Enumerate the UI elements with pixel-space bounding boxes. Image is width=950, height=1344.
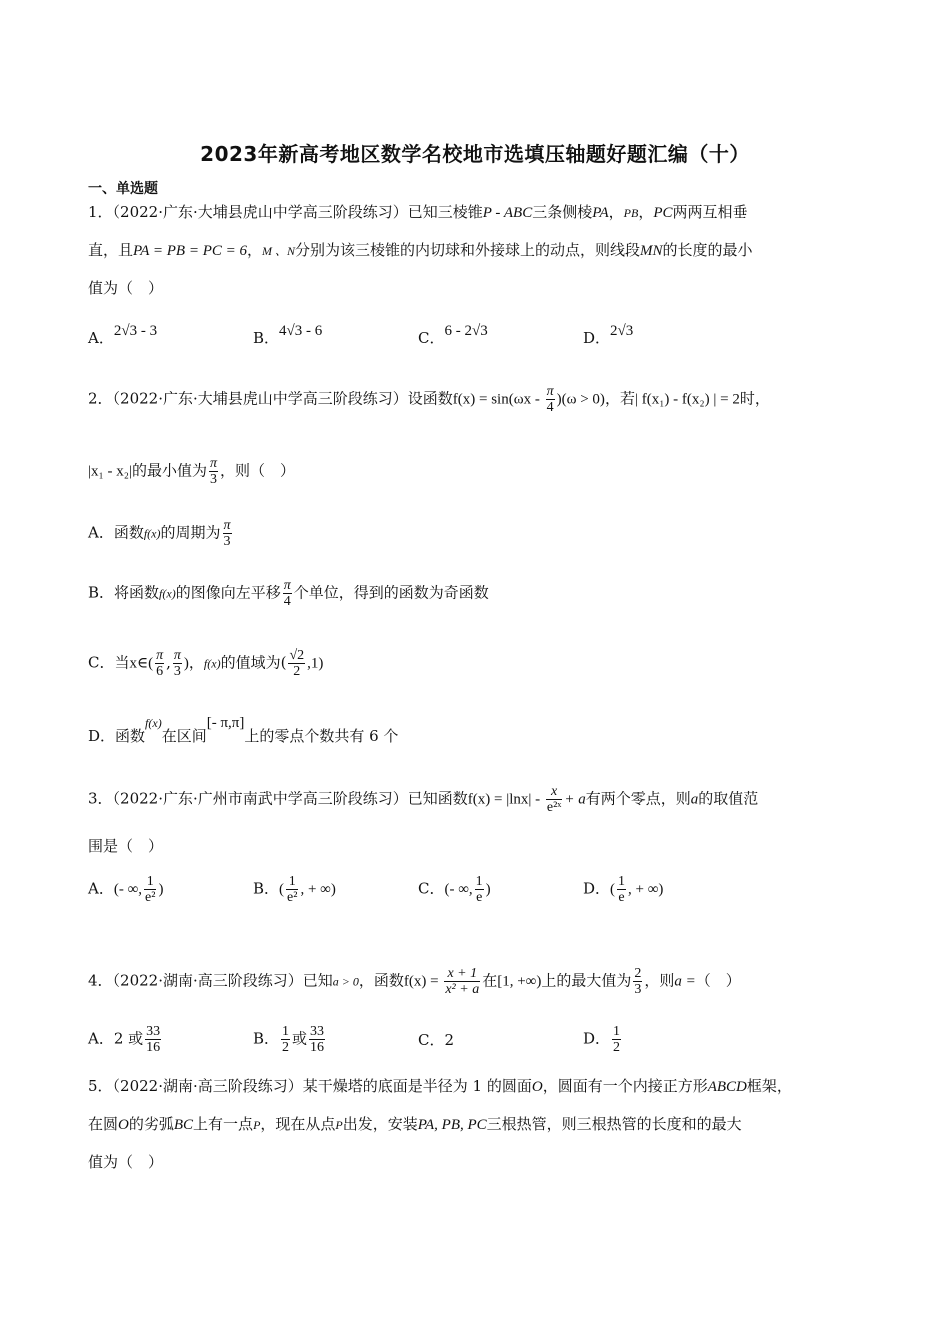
q2-opt-c-lower: $\frac{\pi}{6}$ bbox=[156, 648, 164, 679]
q2-line2 bbox=[88, 456, 295, 487]
q4-line1 bbox=[88, 966, 741, 997]
q5-text-g: ，现在从点 bbox=[260, 1115, 336, 1133]
q5-line3: 值为（ ） bbox=[88, 1153, 164, 1171]
option-fraction-b: $\frac{33}{16}$ bbox=[310, 1024, 325, 1055]
q1-line1: 1．（2022·广东·大埔县虎山中学高三阶段练习）已知三棱锥P - ABC三条侧棱PA，PB，PC两两互相垂 bbox=[88, 203, 748, 221]
option-label: B． bbox=[253, 1029, 280, 1048]
q2-text-c: 时， bbox=[739, 389, 770, 408]
q4-text-b: ，函数 bbox=[358, 971, 404, 990]
q4-option-c[interactable]: C．2 bbox=[418, 1031, 455, 1049]
q5-pipes: PA, PB, PC bbox=[417, 1117, 487, 1133]
q2-opt-c-x: x∈( bbox=[129, 655, 154, 672]
q5-text-h: 出发，安装 bbox=[342, 1115, 418, 1133]
option-label: A． bbox=[88, 879, 114, 898]
section-heading: 一、单选题 bbox=[88, 181, 158, 197]
q3-plus-a: + a bbox=[564, 791, 586, 808]
q2-option-b[interactable] bbox=[88, 578, 489, 609]
q4-function: f(x) = bbox=[403, 973, 443, 990]
q5-o: O bbox=[531, 1079, 543, 1095]
q5-text-c: 框架， bbox=[746, 1077, 792, 1095]
q4-option-a[interactable] bbox=[88, 1024, 163, 1055]
q2-pi-over-3: $\frac{\pi}{3}$ bbox=[209, 456, 217, 487]
q5-line2 bbox=[88, 1114, 742, 1135]
q3-line1 bbox=[88, 784, 758, 815]
q2-opt-c-upper: $\frac{\pi}{3}$ bbox=[173, 648, 181, 679]
option-text: 2 或 bbox=[113, 1029, 144, 1048]
option-value: 4√3 - 6 bbox=[279, 323, 323, 339]
q2-opt-b-shift: $\frac{\pi}{4}$ bbox=[283, 578, 291, 609]
q1-comma: ， bbox=[247, 241, 263, 259]
q2-opt-b-fx: f(x) bbox=[159, 586, 176, 601]
option-label: B． bbox=[253, 879, 280, 898]
q2-opt-a-text: A．函数 bbox=[88, 523, 144, 542]
option-fraction: $\frac{33}{16}$ bbox=[146, 1024, 161, 1055]
q2-opt-d-text-c: 上的零点个数共有 6 个 bbox=[244, 727, 399, 745]
option-label: B． bbox=[253, 329, 280, 347]
q1-mn: M 、N bbox=[262, 244, 296, 258]
option-label: C． bbox=[418, 329, 445, 347]
q1-mn-segment: MN bbox=[640, 243, 663, 259]
q2-pi-over-4: $\frac{\pi}{4}$ bbox=[546, 384, 554, 415]
option-left: (- ∞, bbox=[113, 881, 143, 898]
option-value: 2√3 bbox=[610, 323, 634, 339]
q1-pc: PC bbox=[653, 205, 673, 221]
q3-text-b: 有两个零点，则 bbox=[585, 789, 691, 808]
q2-opt-c-range-end: ,1) bbox=[307, 655, 324, 672]
q4-interval: [1, +∞) bbox=[497, 973, 542, 990]
q5-p: P bbox=[253, 1118, 261, 1132]
q2-text-e: ，则（ ） bbox=[220, 461, 296, 480]
q2-opt-d-interval: [- π,π] bbox=[206, 715, 245, 731]
q1-option-c[interactable] bbox=[418, 320, 488, 347]
q1-text-e: 分别为该三棱锥的内切球和外接球上的动点，则线段 bbox=[295, 241, 641, 259]
q5-text-i: 三根热管，则三根热管的长度和的最大 bbox=[486, 1115, 742, 1133]
q1-pb: PB bbox=[623, 206, 639, 220]
q1-line2 bbox=[88, 240, 753, 261]
q1-option-a[interactable] bbox=[88, 320, 158, 347]
option-label: C． bbox=[418, 879, 445, 898]
q2-option-c[interactable]: C．当x∈( $\frac{\pi}{6}$ , $\frac{\pi}{3}$ )，f(x)的值域为( $\frac{√2}{2}$ ,1) bbox=[88, 648, 324, 679]
q3-text-a: 3．（2022·广东·广州市南武中学高三阶段练习）已知函数 bbox=[88, 789, 468, 808]
q5-p2: P bbox=[335, 1118, 343, 1132]
q4-option-b[interactable] bbox=[253, 1024, 327, 1055]
q4-text-d: 上的最大值为 bbox=[541, 971, 632, 990]
q4-text-f: （ ） bbox=[695, 971, 741, 990]
q3-option-b[interactable] bbox=[253, 874, 336, 905]
option-value: 6 - 2√3 bbox=[444, 323, 488, 339]
q2-line1 bbox=[88, 384, 770, 415]
q2-opt-c-fx: f(x) bbox=[203, 656, 221, 671]
q3-line2: 围是（ ） bbox=[88, 837, 164, 855]
q2-function-end: )(ω > 0) bbox=[556, 391, 605, 408]
q5-bc: BC bbox=[173, 1117, 194, 1133]
option-label: D． bbox=[583, 329, 611, 347]
q1-text-c: 两两互相垂 bbox=[672, 203, 748, 221]
q2-opt-c-range: $\frac{√2}{2}$ bbox=[289, 648, 305, 679]
q3-option-a[interactable] bbox=[88, 874, 163, 905]
page-title: 2023年新高考地区数学名校地市选填压轴题好题汇编（十） bbox=[200, 142, 750, 166]
q3-text-c: 的取值范 bbox=[698, 789, 759, 808]
q1-line3: 值为（ ） bbox=[88, 279, 164, 297]
q2-abs-condition: | f(x₁) - f(x₂) | = 2 bbox=[634, 391, 740, 408]
option-fraction: $\frac{1}{\text{e²}}$ bbox=[287, 874, 298, 905]
q3-option-c[interactable] bbox=[418, 874, 491, 905]
q2-opt-d-text-b: 在区间 bbox=[161, 727, 207, 745]
q2-opt-d-fx: f(x) bbox=[145, 716, 162, 730]
q4-a-equals: a = bbox=[674, 973, 696, 990]
q5-text-a: 5．（2022·湖南·高三阶段练习）某干燥塔的底面是半径为 1 的圆面 bbox=[88, 1077, 532, 1095]
q2-text-b: ，若 bbox=[604, 389, 635, 408]
option-right: , + ∞) bbox=[300, 881, 336, 898]
q2-opt-c-comma: ， bbox=[188, 653, 204, 672]
option-left: ( bbox=[279, 881, 285, 898]
q2-function: f(x) = sin(ωx - bbox=[452, 391, 544, 408]
q2-option-d[interactable] bbox=[88, 715, 399, 747]
option-right: ) bbox=[485, 881, 491, 898]
q2-opt-c-text-b: 的值域为 bbox=[220, 653, 281, 672]
q5-line1 bbox=[88, 1076, 792, 1097]
option-label: A． bbox=[88, 1029, 114, 1048]
q5-text-e: 的劣弧 bbox=[128, 1115, 174, 1133]
q4-function-fraction: $\frac{x + 1}{\text{x² + a}}$ bbox=[445, 966, 480, 997]
option-right: , + ∞) bbox=[628, 881, 664, 898]
option-fraction-a: $\frac{1}{2}$ bbox=[282, 1024, 290, 1055]
option-or: 或 bbox=[292, 1029, 308, 1048]
q2-abs-diff: |x₁ - x₂| bbox=[88, 463, 132, 480]
q1-pa: PA bbox=[592, 205, 609, 221]
q3-option-d[interactable] bbox=[583, 874, 663, 905]
option-fraction: $\frac{1}{2}$ bbox=[613, 1024, 621, 1055]
q5-text-d: 在圆 bbox=[88, 1115, 119, 1133]
option-label: A． bbox=[88, 329, 114, 347]
option-fraction: $\frac{1}{\text{e²}}$ bbox=[145, 874, 156, 905]
q1-text-a: 1．（2022·广东·大埔县虎山中学高三阶段练习）已知三棱锥 bbox=[88, 203, 483, 221]
q1-option-d[interactable] bbox=[583, 320, 634, 347]
q4-max-value: $\frac{2}{3}$ bbox=[634, 966, 642, 997]
q5-o2: O bbox=[118, 1117, 129, 1133]
q4-option-d[interactable] bbox=[583, 1024, 623, 1055]
q3-function: f(x) = |lnx| - bbox=[467, 791, 544, 808]
q1-equation: PA = PB = PC = 6 bbox=[133, 243, 247, 259]
option-left: (- ∞, bbox=[444, 881, 473, 898]
option-value: 2√3 - 3 bbox=[113, 323, 158, 339]
q5-text-b: ，圆面有一个内接正方形 bbox=[542, 1077, 708, 1095]
q1-option-b[interactable] bbox=[253, 320, 323, 347]
q2-option-a[interactable] bbox=[88, 518, 234, 549]
q5-abcd: ABCD bbox=[707, 1079, 747, 1095]
q2-opt-a-period: $\frac{\pi}{3}$ bbox=[223, 518, 231, 549]
q1-text-b: 三条侧棱 bbox=[532, 203, 593, 221]
q1-text-f: 的长度的最小 bbox=[662, 241, 753, 259]
q2-opt-c-text: C．当 bbox=[88, 653, 130, 672]
q4-condition: a > 0 bbox=[332, 974, 359, 989]
q2-opt-a-fx: f(x) bbox=[143, 526, 161, 541]
q2-opt-b-text: B．将函数 bbox=[88, 583, 160, 602]
q3-x-over-e2x: $\frac{x}{\text{e²ˣ}}$ bbox=[546, 784, 562, 815]
option-fraction: $\frac{1}{e}$ bbox=[475, 874, 483, 905]
q4-text-c: 在 bbox=[482, 971, 498, 990]
q4-text-e: ，则 bbox=[644, 971, 675, 990]
q3-a: a bbox=[690, 791, 699, 808]
q2-opt-d-text: D．函数 bbox=[88, 727, 146, 745]
option-label: D． bbox=[583, 879, 611, 898]
option-label: D． bbox=[583, 1029, 611, 1048]
q2-text-d: 的最小值为 bbox=[131, 461, 207, 480]
q2-opt-c-paren: ) bbox=[183, 655, 189, 672]
q2-opt-b-text-b: 的图像向左平移 bbox=[175, 583, 281, 602]
q2-opt-a-text-b: 的周期为 bbox=[160, 523, 221, 542]
option-fraction: $\frac{1}{e}$ bbox=[618, 874, 626, 905]
option-right: ) bbox=[158, 881, 164, 898]
option-left: ( bbox=[610, 881, 616, 898]
q1-pabc: P - ABC bbox=[482, 205, 533, 221]
q2-opt-b-text-c: 个单位，得到的函数为奇函数 bbox=[293, 583, 489, 602]
q5-text-f: 上有一点 bbox=[193, 1115, 254, 1133]
q2-text-a: 2．（2022·广东·大埔县虎山中学高三阶段练习）设函数 bbox=[88, 389, 453, 408]
q4-text-a: 4．（2022·湖南·高三阶段练习）已知 bbox=[88, 971, 333, 990]
q1-text-d: 直，且 bbox=[88, 241, 134, 259]
